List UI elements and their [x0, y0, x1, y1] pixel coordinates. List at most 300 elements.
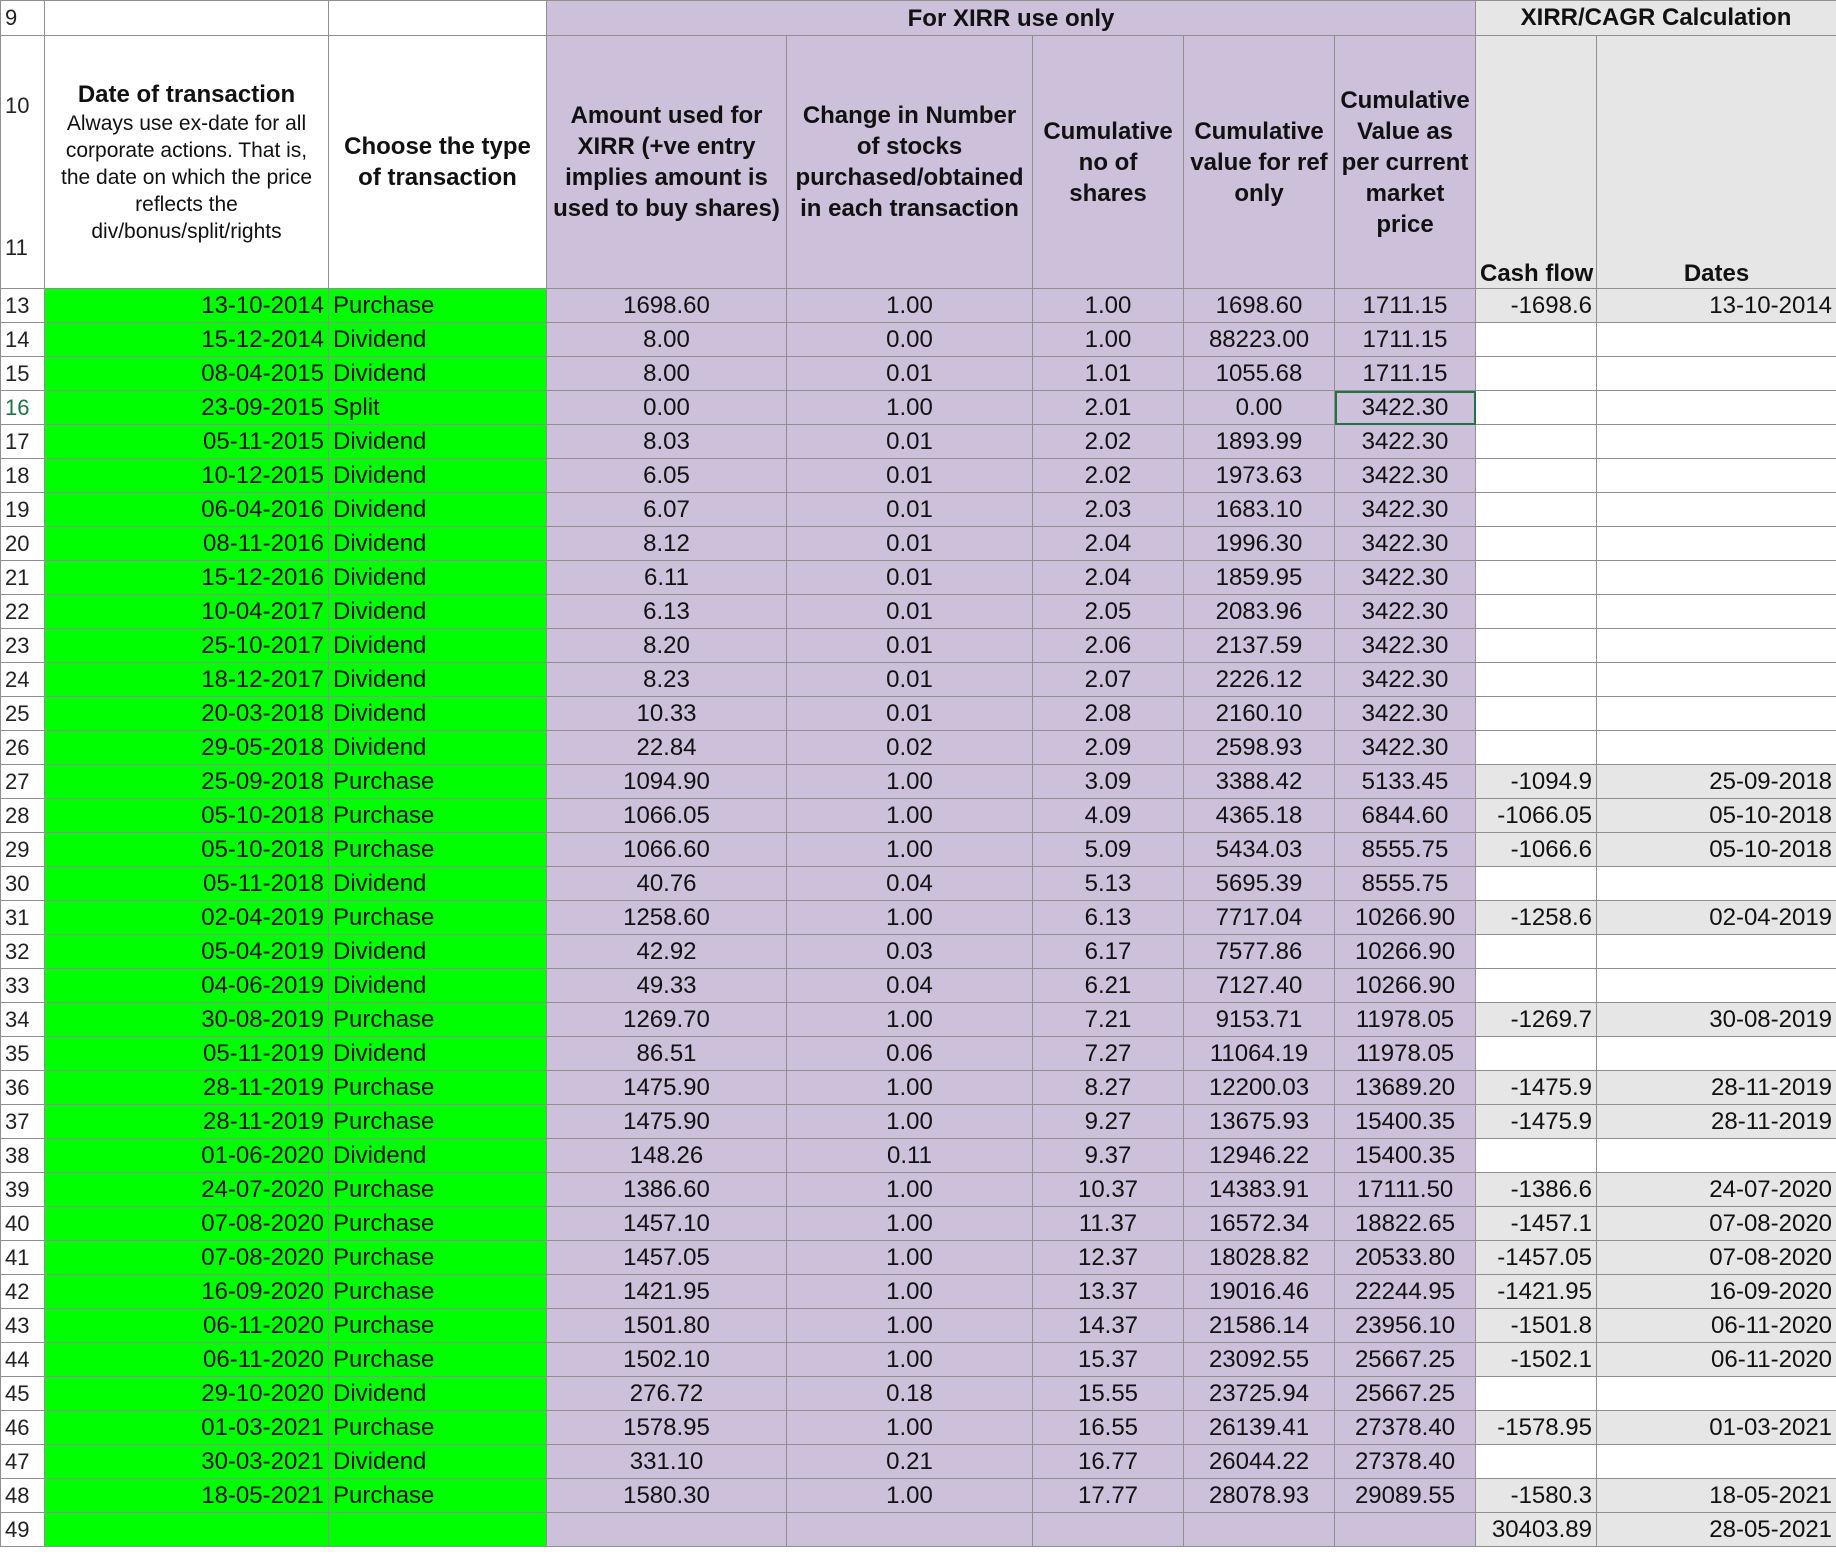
row-number[interactable]: 31 — [1, 901, 45, 935]
cashflow-date-cell[interactable]: 13-10-2014 — [1597, 289, 1836, 323]
date-cell[interactable]: 08-11-2016 — [45, 527, 329, 561]
date-cell[interactable]: 06-11-2020 — [45, 1343, 329, 1377]
cum-value-mkt-cell[interactable]: 1711.15 — [1335, 357, 1476, 391]
row-number[interactable]: 32 — [1, 935, 45, 969]
row-number[interactable]: 26 — [1, 731, 45, 765]
row-number[interactable]: 25 — [1, 697, 45, 731]
change-cell[interactable]: 0.01 — [787, 663, 1033, 697]
row-number[interactable]: 18 — [1, 459, 45, 493]
cashflow-cell[interactable] — [1476, 493, 1597, 527]
amount-cell[interactable]: 22.84 — [547, 731, 787, 765]
cum-shares-cell[interactable]: 5.09 — [1033, 833, 1184, 867]
cum-shares-cell[interactable]: 9.37 — [1033, 1139, 1184, 1173]
cum-value-ref-cell[interactable]: 5434.03 — [1184, 833, 1335, 867]
type-cell[interactable]: Dividend — [329, 969, 547, 1003]
change-cell[interactable]: 1.00 — [787, 1241, 1033, 1275]
cashflow-date-cell[interactable] — [1597, 697, 1836, 731]
date-cell[interactable]: 02-04-2019 — [45, 901, 329, 935]
cum-value-mkt-cell[interactable]: 1711.15 — [1335, 323, 1476, 357]
change-cell[interactable]: 0.01 — [787, 595, 1033, 629]
type-cell[interactable]: Purchase — [329, 1173, 547, 1207]
row-number[interactable]: 39 — [1, 1173, 45, 1207]
cum-value-ref-cell[interactable]: 7127.40 — [1184, 969, 1335, 1003]
amount-cell[interactable]: 276.72 — [547, 1377, 787, 1411]
cashflow-date-cell[interactable]: 06-11-2020 — [1597, 1309, 1836, 1343]
row-number[interactable]: 48 — [1, 1479, 45, 1513]
row-number[interactable]: 28 — [1, 799, 45, 833]
type-cell[interactable]: Dividend — [329, 357, 547, 391]
amount-cell[interactable]: 8.03 — [547, 425, 787, 459]
cum-value-ref-cell[interactable]: 1055.68 — [1184, 357, 1335, 391]
date-cell[interactable]: 05-11-2018 — [45, 867, 329, 901]
cum-value-ref-cell[interactable]: 2598.93 — [1184, 731, 1335, 765]
cum-value-mkt-cell[interactable]: 17111.50 — [1335, 1173, 1476, 1207]
cum-shares-cell[interactable]: 7.21 — [1033, 1003, 1184, 1037]
cashflow-cell[interactable] — [1476, 391, 1597, 425]
cum-shares-cell[interactable]: 10.37 — [1033, 1173, 1184, 1207]
cum-value-mkt-cell[interactable]: 29089.55 — [1335, 1479, 1476, 1513]
cashflow-date-cell[interactable] — [1597, 425, 1836, 459]
change-cell[interactable]: 0.03 — [787, 935, 1033, 969]
cum-value-ref-cell[interactable]: 7717.04 — [1184, 901, 1335, 935]
change-cell[interactable]: 0.01 — [787, 425, 1033, 459]
type-cell[interactable]: Dividend — [329, 323, 547, 357]
cashflow-date-cell[interactable]: 06-11-2020 — [1597, 1343, 1836, 1377]
cashflow-date-cell[interactable]: 07-08-2020 — [1597, 1207, 1836, 1241]
amount-cell[interactable]: 1258.60 — [547, 901, 787, 935]
cashflow-cell[interactable] — [1476, 731, 1597, 765]
amount-cell[interactable]: 8.20 — [547, 629, 787, 663]
cashflow-date-cell[interactable]: 05-10-2018 — [1597, 833, 1836, 867]
row-number[interactable]: 34 — [1, 1003, 45, 1037]
cum-shares-cell[interactable]: 2.08 — [1033, 697, 1184, 731]
type-cell[interactable]: Purchase — [329, 765, 547, 799]
change-cell[interactable]: 1.00 — [787, 799, 1033, 833]
cashflow-cell[interactable] — [1476, 1139, 1597, 1173]
cashflow-date-cell[interactable] — [1597, 1037, 1836, 1071]
change-cell[interactable]: 0.04 — [787, 867, 1033, 901]
cum-shares-cell[interactable]: 16.77 — [1033, 1445, 1184, 1479]
cashflow-cell[interactable]: -1269.7 — [1476, 1003, 1597, 1037]
amount-cell[interactable]: 1698.60 — [547, 289, 787, 323]
date-cell[interactable]: 10-04-2017 — [45, 595, 329, 629]
cum-value-ref-cell[interactable]: 1893.99 — [1184, 425, 1335, 459]
type-cell[interactable]: Dividend — [329, 425, 547, 459]
date-cell[interactable]: 15-12-2014 — [45, 323, 329, 357]
type-cell[interactable]: Dividend — [329, 527, 547, 561]
cum-value-mkt-cell[interactable]: 11978.05 — [1335, 1037, 1476, 1071]
cum-value-ref-cell[interactable] — [1184, 1513, 1335, 1547]
amount-cell[interactable]: 148.26 — [547, 1139, 787, 1173]
cum-shares-cell[interactable]: 2.01 — [1033, 391, 1184, 425]
cashflow-cell[interactable] — [1476, 459, 1597, 493]
cashflow-cell[interactable]: -1475.9 — [1476, 1071, 1597, 1105]
row-number[interactable]: 43 — [1, 1309, 45, 1343]
cum-value-mkt-cell[interactable]: 8555.75 — [1335, 833, 1476, 867]
change-cell[interactable]: 0.01 — [787, 629, 1033, 663]
change-cell[interactable]: 0.01 — [787, 697, 1033, 731]
amount-cell[interactable]: 1386.60 — [547, 1173, 787, 1207]
cum-value-ref-cell[interactable]: 1683.10 — [1184, 493, 1335, 527]
row-number[interactable]: 47 — [1, 1445, 45, 1479]
amount-cell[interactable]: 6.05 — [547, 459, 787, 493]
date-cell[interactable]: 18-05-2021 — [45, 1479, 329, 1513]
cum-shares-cell[interactable]: 8.27 — [1033, 1071, 1184, 1105]
amount-cell[interactable]: 49.33 — [547, 969, 787, 1003]
cum-shares-cell[interactable]: 11.37 — [1033, 1207, 1184, 1241]
change-cell[interactable]: 0.11 — [787, 1139, 1033, 1173]
type-cell[interactable]: Dividend — [329, 731, 547, 765]
row-number[interactable]: 45 — [1, 1377, 45, 1411]
cum-value-ref-cell[interactable]: 11064.19 — [1184, 1037, 1335, 1071]
amount-cell[interactable]: 6.13 — [547, 595, 787, 629]
cashflow-cell[interactable]: 30403.89 — [1476, 1513, 1597, 1547]
cashflow-date-cell[interactable]: 28-11-2019 — [1597, 1071, 1836, 1105]
cum-shares-cell[interactable]: 6.17 — [1033, 935, 1184, 969]
cum-shares-cell[interactable]: 12.37 — [1033, 1241, 1184, 1275]
cum-value-ref-cell[interactable]: 2137.59 — [1184, 629, 1335, 663]
cum-shares-cell[interactable]: 1.01 — [1033, 357, 1184, 391]
cum-value-mkt-cell[interactable]: 11978.05 — [1335, 1003, 1476, 1037]
cum-value-ref-cell[interactable]: 26044.22 — [1184, 1445, 1335, 1479]
cashflow-cell[interactable] — [1476, 425, 1597, 459]
cum-shares-cell[interactable] — [1033, 1513, 1184, 1547]
row-number[interactable]: 46 — [1, 1411, 45, 1445]
amount-cell[interactable]: 10.33 — [547, 697, 787, 731]
change-cell[interactable]: 1.00 — [787, 1003, 1033, 1037]
cum-value-ref-cell[interactable]: 28078.93 — [1184, 1479, 1335, 1513]
amount-cell[interactable]: 1502.10 — [547, 1343, 787, 1377]
amount-cell[interactable]: 331.10 — [547, 1445, 787, 1479]
type-cell[interactable]: Purchase — [329, 1071, 547, 1105]
change-cell[interactable]: 1.00 — [787, 289, 1033, 323]
cashflow-cell[interactable] — [1476, 1445, 1597, 1479]
amount-column-header[interactable]: Amount used for XIRR (+ve entry implies amount is used to buy shares) — [547, 36, 787, 289]
cum-value-ref-cell[interactable]: 12200.03 — [1184, 1071, 1335, 1105]
cum-shares-cell[interactable]: 2.03 — [1033, 493, 1184, 527]
cum-value-mkt-cell[interactable]: 3422.30 — [1335, 595, 1476, 629]
cum-shares-cell[interactable]: 2.02 — [1033, 459, 1184, 493]
cashflow-cell[interactable] — [1476, 935, 1597, 969]
cashflow-cell[interactable]: -1258.6 — [1476, 901, 1597, 935]
date-cell[interactable]: 05-11-2019 — [45, 1037, 329, 1071]
row-number[interactable]: 35 — [1, 1037, 45, 1071]
cashflow-date-cell[interactable]: 28-11-2019 — [1597, 1105, 1836, 1139]
date-cell[interactable]: 08-04-2015 — [45, 357, 329, 391]
xirr-band-header[interactable]: For XIRR use only — [547, 1, 1476, 36]
change-cell[interactable]: 0.00 — [787, 323, 1033, 357]
cashflow-date-cell[interactable] — [1597, 323, 1836, 357]
cum-value-ref-cell[interactable]: 0.00 — [1184, 391, 1335, 425]
cashflow-cell[interactable] — [1476, 1037, 1597, 1071]
date-cell[interactable]: 01-03-2021 — [45, 1411, 329, 1445]
cum-shares-cell[interactable]: 1.00 — [1033, 289, 1184, 323]
cashflow-cell[interactable]: -1421.95 — [1476, 1275, 1597, 1309]
cum-value-ref-cell[interactable]: 21586.14 — [1184, 1309, 1335, 1343]
cum-value-mkt-cell[interactable]: 25667.25 — [1335, 1377, 1476, 1411]
type-cell[interactable]: Purchase — [329, 1479, 547, 1513]
cum-shares-cell[interactable]: 2.02 — [1033, 425, 1184, 459]
row-number[interactable]: 20 — [1, 527, 45, 561]
cashflow-cell[interactable] — [1476, 663, 1597, 697]
row-number[interactable]: 27 — [1, 765, 45, 799]
row-number[interactable]: 36 — [1, 1071, 45, 1105]
amount-cell[interactable]: 0.00 — [547, 391, 787, 425]
amount-cell[interactable]: 1580.30 — [547, 1479, 787, 1513]
date-cell[interactable]: 28-11-2019 — [45, 1071, 329, 1105]
cum-value-ref-cell[interactable]: 13675.93 — [1184, 1105, 1335, 1139]
cashflow-cell[interactable] — [1476, 629, 1597, 663]
cum-shares-cell[interactable]: 3.09 — [1033, 765, 1184, 799]
cell[interactable] — [329, 1, 547, 36]
cashflow-date-cell[interactable] — [1597, 1445, 1836, 1479]
cum-value-ref-cell[interactable]: 23725.94 — [1184, 1377, 1335, 1411]
cum-value-ref-cell[interactable]: 9153.71 — [1184, 1003, 1335, 1037]
amount-cell[interactable]: 42.92 — [547, 935, 787, 969]
cashflow-date-cell[interactable] — [1597, 561, 1836, 595]
date-cell[interactable]: 25-09-2018 — [45, 765, 329, 799]
type-cell[interactable]: Split — [329, 391, 547, 425]
cum-value-mkt-cell[interactable]: 27378.40 — [1335, 1445, 1476, 1479]
cashflow-date-cell[interactable]: 24-07-2020 — [1597, 1173, 1836, 1207]
cum-shares-cell[interactable]: 2.07 — [1033, 663, 1184, 697]
change-cell[interactable]: 1.00 — [787, 1309, 1033, 1343]
cum-shares-cell[interactable]: 6.13 — [1033, 901, 1184, 935]
cum-value-ref-cell[interactable]: 23092.55 — [1184, 1343, 1335, 1377]
cum-value-mkt-cell[interactable]: 5133.45 — [1335, 765, 1476, 799]
change-cell[interactable]: 0.01 — [787, 527, 1033, 561]
row-number[interactable]: 14 — [1, 323, 45, 357]
cashflow-cell[interactable]: -1502.1 — [1476, 1343, 1597, 1377]
cashflow-cell[interactable]: -1094.9 — [1476, 765, 1597, 799]
row-number[interactable]: 41 — [1, 1241, 45, 1275]
cashflow-cell[interactable] — [1476, 561, 1597, 595]
cum-value-ref-cell[interactable]: 2226.12 — [1184, 663, 1335, 697]
cum-value-mkt-cell[interactable]: 10266.90 — [1335, 935, 1476, 969]
type-cell[interactable]: Dividend — [329, 663, 547, 697]
amount-cell[interactable]: 8.00 — [547, 323, 787, 357]
amount-cell[interactable]: 1269.70 — [547, 1003, 787, 1037]
cum-value-mkt-cell[interactable]: 13689.20 — [1335, 1071, 1476, 1105]
date-cell[interactable]: 23-09-2015 — [45, 391, 329, 425]
type-cell[interactable]: Purchase — [329, 1241, 547, 1275]
date-cell[interactable]: 18-12-2017 — [45, 663, 329, 697]
change-cell[interactable]: 0.01 — [787, 561, 1033, 595]
date-cell[interactable]: 05-04-2019 — [45, 935, 329, 969]
amount-cell[interactable]: 1421.95 — [547, 1275, 787, 1309]
cum-value-ref-cell[interactable]: 14383.91 — [1184, 1173, 1335, 1207]
cum-shares-column-header[interactable]: Cumulative no of shares — [1033, 36, 1184, 289]
change-cell[interactable]: 1.00 — [787, 1411, 1033, 1445]
row-number[interactable]: 44 — [1, 1343, 45, 1377]
row-number[interactable]: 13 — [1, 289, 45, 323]
cum-shares-cell[interactable]: 14.37 — [1033, 1309, 1184, 1343]
cashflow-column-header[interactable]: Cash flow — [1476, 36, 1597, 289]
cum-value-ref-cell[interactable]: 1996.30 — [1184, 527, 1335, 561]
cum-value-mkt-cell[interactable]: 22244.95 — [1335, 1275, 1476, 1309]
cum-value-mkt-cell[interactable]: 10266.90 — [1335, 969, 1476, 1003]
type-cell[interactable]: Dividend — [329, 867, 547, 901]
cashflow-cell[interactable] — [1476, 357, 1597, 391]
cum-value-mkt-cell[interactable]: 3422.30 — [1335, 697, 1476, 731]
change-cell[interactable]: 1.00 — [787, 1173, 1033, 1207]
row-number[interactable]: 24 — [1, 663, 45, 697]
cum-value-mkt-cell[interactable]: 3422.30 — [1335, 493, 1476, 527]
cum-value-mkt-column-header[interactable]: Cumulative Value as per current market price — [1335, 36, 1476, 289]
amount-cell[interactable]: 8.23 — [547, 663, 787, 697]
type-cell[interactable]: Purchase — [329, 1003, 547, 1037]
row-number[interactable]: 23 — [1, 629, 45, 663]
cashflow-date-cell[interactable] — [1597, 935, 1836, 969]
type-cell[interactable]: Purchase — [329, 901, 547, 935]
change-cell[interactable]: 0.04 — [787, 969, 1033, 1003]
change-cell[interactable]: 1.00 — [787, 1071, 1033, 1105]
cum-value-mkt-cell[interactable]: 3422.30 — [1335, 629, 1476, 663]
cum-value-ref-cell[interactable]: 18028.82 — [1184, 1241, 1335, 1275]
amount-cell[interactable] — [547, 1513, 787, 1547]
change-cell[interactable] — [787, 1513, 1033, 1547]
date-cell[interactable]: 15-12-2016 — [45, 561, 329, 595]
change-cell[interactable]: 0.01 — [787, 493, 1033, 527]
date-cell[interactable]: 04-06-2019 — [45, 969, 329, 1003]
cashflow-cell[interactable]: -1580.3 — [1476, 1479, 1597, 1513]
cum-value-ref-cell[interactable]: 1973.63 — [1184, 459, 1335, 493]
cum-shares-cell[interactable]: 4.09 — [1033, 799, 1184, 833]
cum-shares-cell[interactable]: 15.37 — [1033, 1343, 1184, 1377]
cashflow-date-cell[interactable] — [1597, 1377, 1836, 1411]
cashflow-cell[interactable] — [1476, 697, 1597, 731]
cashflow-date-cell[interactable]: 18-05-2021 — [1597, 1479, 1836, 1513]
cashflow-cell[interactable]: -1578.95 — [1476, 1411, 1597, 1445]
type-cell[interactable]: Dividend — [329, 1445, 547, 1479]
row-number[interactable]: 9 — [1, 1, 45, 36]
cashflow-cell[interactable]: -1698.6 — [1476, 289, 1597, 323]
date-cell[interactable]: 05-10-2018 — [45, 833, 329, 867]
cell[interactable] — [45, 1, 329, 36]
type-cell[interactable]: Dividend — [329, 595, 547, 629]
cashflow-date-cell[interactable] — [1597, 357, 1836, 391]
type-cell[interactable]: Purchase — [329, 1105, 547, 1139]
type-cell[interactable]: Purchase — [329, 1411, 547, 1445]
row-number[interactable]: 16 — [1, 391, 45, 425]
change-cell[interactable]: 1.00 — [787, 1105, 1033, 1139]
cum-value-mkt-cell[interactable]: 3422.30 — [1335, 459, 1476, 493]
cum-value-mkt-cell[interactable]: 20533.80 — [1335, 1241, 1476, 1275]
cum-shares-cell[interactable]: 2.05 — [1033, 595, 1184, 629]
type-cell[interactable]: Purchase — [329, 1207, 547, 1241]
row-number[interactable]: 38 — [1, 1139, 45, 1173]
cum-value-mkt-cell[interactable] — [1335, 1513, 1476, 1547]
type-cell[interactable]: Purchase — [329, 1343, 547, 1377]
cashflow-date-cell[interactable] — [1597, 629, 1836, 663]
cashflow-date-cell[interactable]: 02-04-2019 — [1597, 901, 1836, 935]
type-cell[interactable]: Purchase — [329, 799, 547, 833]
cashflow-date-cell[interactable]: 07-08-2020 — [1597, 1241, 1836, 1275]
cashflow-cell[interactable] — [1476, 867, 1597, 901]
cashflow-date-cell[interactable] — [1597, 493, 1836, 527]
amount-cell[interactable]: 40.76 — [547, 867, 787, 901]
cum-shares-cell[interactable]: 13.37 — [1033, 1275, 1184, 1309]
amount-cell[interactable]: 1457.05 — [547, 1241, 787, 1275]
cashflow-date-cell[interactable] — [1597, 527, 1836, 561]
type-cell[interactable]: Dividend — [329, 1377, 547, 1411]
cum-shares-cell[interactable]: 16.55 — [1033, 1411, 1184, 1445]
amount-cell[interactable]: 8.12 — [547, 527, 787, 561]
row-number[interactable]: 22 — [1, 595, 45, 629]
cashflow-cell[interactable]: -1386.6 — [1476, 1173, 1597, 1207]
change-cell[interactable]: 1.00 — [787, 391, 1033, 425]
type-cell[interactable]: Purchase — [329, 833, 547, 867]
cashflow-cell[interactable]: -1457.1 — [1476, 1207, 1597, 1241]
change-cell[interactable]: 0.01 — [787, 357, 1033, 391]
date-cell[interactable]: 28-11-2019 — [45, 1105, 329, 1139]
change-cell[interactable]: 1.00 — [787, 1343, 1033, 1377]
date-cell[interactable]: 06-04-2016 — [45, 493, 329, 527]
cum-shares-cell[interactable]: 17.77 — [1033, 1479, 1184, 1513]
cum-shares-cell[interactable]: 1.00 — [1033, 323, 1184, 357]
change-column-header[interactable]: Change in Number of stocks purchased/obtained in each transaction — [787, 36, 1033, 289]
date-cell[interactable]: 16-09-2020 — [45, 1275, 329, 1309]
type-cell[interactable]: Dividend — [329, 561, 547, 595]
active-cell[interactable]: 3422.30 — [1335, 391, 1476, 425]
date-cell[interactable]: 25-10-2017 — [45, 629, 329, 663]
cashflow-date-cell[interactable]: 01-03-2021 — [1597, 1411, 1836, 1445]
cashflow-date-cell[interactable]: 25-09-2018 — [1597, 765, 1836, 799]
row-number[interactable]: 42 — [1, 1275, 45, 1309]
change-cell[interactable]: 1.00 — [787, 1479, 1033, 1513]
amount-cell[interactable]: 1578.95 — [547, 1411, 787, 1445]
date-cell[interactable]: 24-07-2020 — [45, 1173, 329, 1207]
cum-value-ref-cell[interactable]: 4365.18 — [1184, 799, 1335, 833]
date-column-header[interactable] — [45, 36, 329, 289]
cum-value-ref-cell[interactable]: 2083.96 — [1184, 595, 1335, 629]
date-cell[interactable]: 30-03-2021 — [45, 1445, 329, 1479]
row-number[interactable]: 21 — [1, 561, 45, 595]
cum-value-ref-cell[interactable]: 1859.95 — [1184, 561, 1335, 595]
cashflow-cell[interactable]: -1501.8 — [1476, 1309, 1597, 1343]
cum-shares-cell[interactable]: 15.55 — [1033, 1377, 1184, 1411]
cum-value-ref-cell[interactable]: 2160.10 — [1184, 697, 1335, 731]
date-cell[interactable]: 05-10-2018 — [45, 799, 329, 833]
date-cell[interactable]: 10-12-2015 — [45, 459, 329, 493]
cum-value-mkt-cell[interactable]: 6844.60 — [1335, 799, 1476, 833]
cashflow-cell[interactable] — [1476, 1377, 1597, 1411]
change-cell[interactable]: 1.00 — [787, 765, 1033, 799]
cashflow-cell[interactable] — [1476, 527, 1597, 561]
cum-shares-cell[interactable]: 7.27 — [1033, 1037, 1184, 1071]
cum-shares-cell[interactable]: 6.21 — [1033, 969, 1184, 1003]
amount-cell[interactable]: 1475.90 — [547, 1105, 787, 1139]
change-cell[interactable]: 0.01 — [787, 459, 1033, 493]
cashflow-cell[interactable]: -1066.05 — [1476, 799, 1597, 833]
cum-shares-cell[interactable]: 2.04 — [1033, 561, 1184, 595]
cum-value-ref-column-header[interactable]: Cumulative value for ref only — [1184, 36, 1335, 289]
type-column-header[interactable]: Choose the type of transaction — [329, 36, 547, 289]
row-number[interactable]: 17 — [1, 425, 45, 459]
row-number[interactable]: 49 — [1, 1513, 45, 1547]
change-cell[interactable]: 0.21 — [787, 1445, 1033, 1479]
cum-shares-cell[interactable]: 2.04 — [1033, 527, 1184, 561]
type-cell[interactable]: Dividend — [329, 1139, 547, 1173]
cum-shares-cell[interactable]: 2.06 — [1033, 629, 1184, 663]
amount-cell[interactable]: 1457.10 — [547, 1207, 787, 1241]
row-number[interactable]: 19 — [1, 493, 45, 527]
amount-cell[interactable]: 1501.80 — [547, 1309, 787, 1343]
date-cell[interactable]: 20-03-2018 — [45, 697, 329, 731]
date-cell[interactable]: 29-05-2018 — [45, 731, 329, 765]
cum-shares-cell[interactable]: 5.13 — [1033, 867, 1184, 901]
type-cell[interactable]: Dividend — [329, 1037, 547, 1071]
